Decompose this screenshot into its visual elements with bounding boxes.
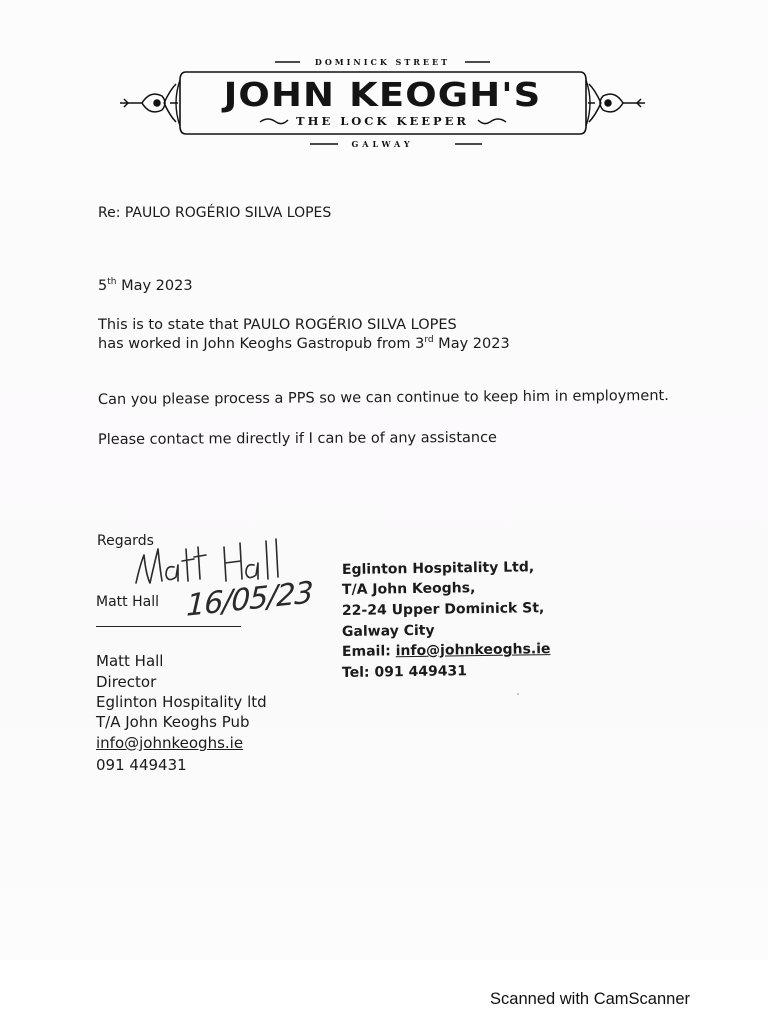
company-line-2: T/A John Keoghs, [341, 580, 476, 598]
company-phone: Tel: 091 449431 [341, 663, 468, 681]
letterhead-street: DOMINICK STREET [314, 57, 451, 67]
closing-regards: Regards [97, 533, 154, 549]
signatory-company: Eglinton Hospitality ltd [96, 693, 267, 711]
letterhead-subtitle: THE LOCK KEEPER [296, 114, 469, 128]
re-line: Re: PAULO ROGÉRIO SILVA LOPES [98, 205, 332, 221]
company-email-label: Email: [341, 643, 396, 660]
camscanner-watermark: Scanned with CamScanner [490, 990, 690, 1008]
date-day: 5 [98, 278, 108, 294]
company-email-link[interactable]: info@johnkeoghs.ie [395, 641, 551, 660]
body-line-1: This is to state that PAULO ROGÉRIO SILVA LOPES [98, 317, 457, 333]
company-city: Galway City [341, 622, 435, 640]
letterhead-logo [110, 50, 655, 160]
scan-speck [517, 693, 519, 695]
signatory-phone: 091 449431 [96, 756, 187, 774]
signatory-email-link[interactable]: info@johnkeoghs.ie [96, 734, 244, 752]
signed-name: Matt Hall [96, 594, 159, 610]
letterhead-name: JOHN KEOGH'S [223, 75, 542, 114]
body-paragraph-pps: Can you please process a PPS so we can continue to keep him in employment. [97, 388, 669, 408]
body-line-2 [98, 334, 510, 354]
company-address-line: 22-24 Upper Dominick St, [341, 600, 545, 619]
body-paragraph-contact: Please contact me directly if I can be of any assistance [97, 429, 498, 448]
date-suffix: th [107, 277, 117, 288]
body-line-2-start: has worked in John Keoghs Gastropub from 3 [98, 336, 425, 352]
signatory-title: Director [96, 673, 157, 691]
handwritten-date: 16/05/23 [185, 575, 314, 624]
letter-date [98, 276, 193, 296]
signature-line [96, 626, 241, 627]
body-line-2-end: May 2023 [433, 336, 510, 352]
signatory-trading-as: T/A John Keoghs Pub [96, 713, 250, 731]
letterhead-city: GALWAY [351, 139, 414, 149]
body-line-2-ordinal: rd [424, 335, 434, 346]
company-line-1: Eglinton Hospitality Ltd, [341, 559, 535, 578]
signatory-name: Matt Hall [96, 652, 164, 670]
date-month-year: May 2023 [116, 278, 193, 294]
company-email [342, 639, 551, 663]
